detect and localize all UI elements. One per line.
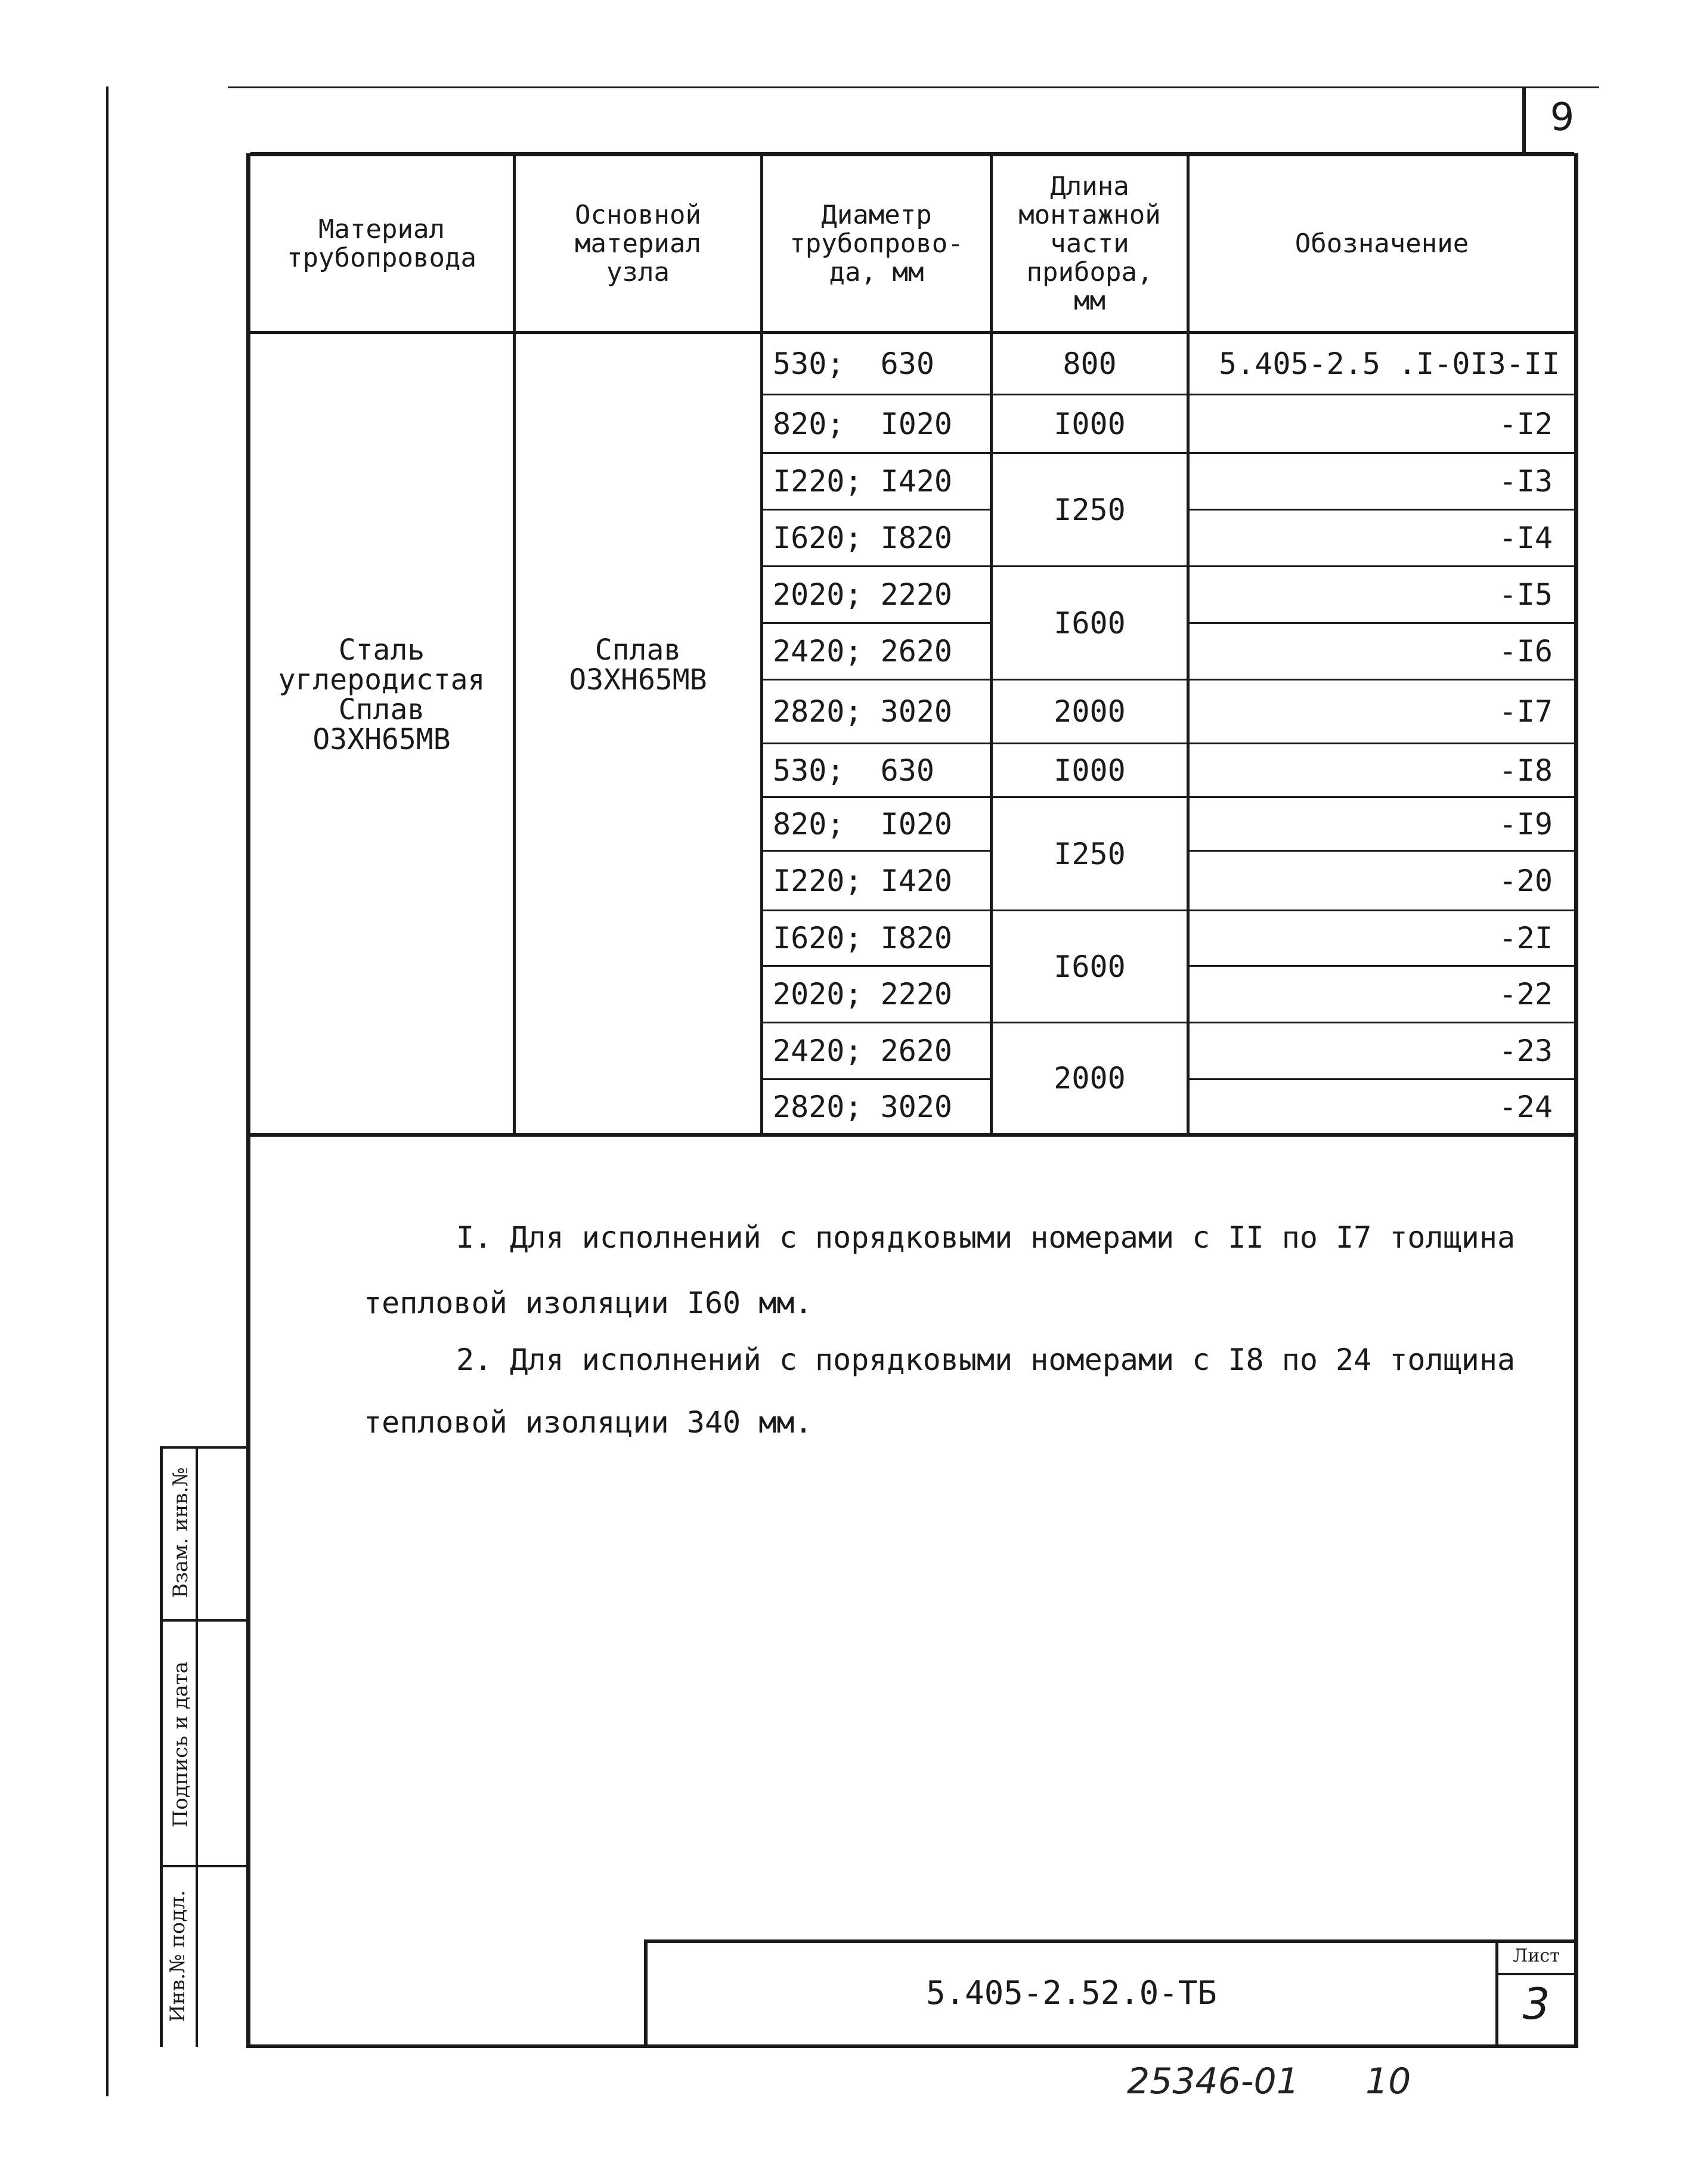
top-border-line — [228, 86, 1599, 88]
note-2-line-1: 2. Для исполнений с порядковыми номерами с I8 по 24 толщина — [456, 1342, 1516, 1377]
side-stamp-left — [160, 1446, 163, 2047]
length-cell: I250 — [1054, 836, 1126, 871]
handwritten-number: 10 — [1365, 2061, 1411, 2102]
header-material: Материал трубопровода — [287, 214, 476, 273]
frame-right — [1574, 153, 1578, 2047]
designation-cell: -I3 — [1498, 464, 1553, 499]
header-length: Длина монтажной части прибора, мм — [1018, 171, 1161, 316]
diameter-cell: 530; 630 — [773, 753, 934, 788]
stamp-doc-code: 5.405-2.52.0-ТБ — [926, 1974, 1217, 2012]
designation-cell: -23 — [1498, 1034, 1553, 1068]
stamp-list-sep — [1497, 1973, 1574, 1975]
diameter-cell: I220; I420 — [773, 464, 953, 499]
stamp-top — [644, 1939, 1574, 1943]
designation-cell: -I4 — [1498, 521, 1553, 555]
frame-left — [246, 153, 250, 2047]
designation-cell: -I5 — [1498, 577, 1553, 612]
side-stamp-mid — [196, 1446, 198, 2047]
side-label-inv-podl: Инв.№ подл. — [166, 1890, 190, 2022]
designation-cell: -I9 — [1498, 806, 1553, 842]
stamp-list-number: 3 — [1522, 1979, 1550, 2029]
designation-cell: -22 — [1498, 977, 1553, 1011]
designation-cell: -I8 — [1498, 753, 1553, 788]
designation-cell: 5.405-2.5 .I-0I3-II — [1219, 347, 1560, 381]
diameter-cell: 2820; 3020 — [773, 694, 953, 729]
diameter-cell: 2420; 2620 — [773, 634, 953, 669]
diameter-cell: I220; I420 — [773, 863, 953, 898]
left-margin-line — [106, 86, 109, 2096]
diameter-cell: 2020; 2220 — [773, 977, 953, 1011]
designation-cell: -20 — [1498, 863, 1553, 898]
designation-cell: -I6 — [1498, 634, 1553, 669]
length-cell: I600 — [1054, 949, 1126, 984]
side-label-podpis-data: Подпись и дата — [169, 1661, 193, 1828]
length-cell: 800 — [1063, 347, 1117, 381]
length-cell: I000 — [1054, 753, 1126, 788]
diameter-cell: 820; I020 — [773, 406, 953, 441]
length-cell: I000 — [1054, 406, 1126, 441]
handwritten-code: 25346-01 — [1127, 2061, 1299, 2102]
designation-cell: -2I — [1498, 921, 1553, 955]
header-diameter: Диаметр трубопрово- да, мм — [789, 199, 964, 287]
designation-cell: -24 — [1498, 1089, 1553, 1124]
header-base-material: Основной материал узла — [575, 199, 701, 287]
base-material-cell: Сплав ОЗХН65МВ — [569, 633, 707, 697]
frame-bottom — [246, 2044, 1578, 2048]
diameter-cell: I620; I820 — [773, 921, 953, 955]
sheet-number: 9 — [1550, 95, 1575, 140]
diameter-cell: 2820; 3020 — [773, 1089, 953, 1124]
material-cell: Сталь углеродистая Сплав ОЗХН65МВ — [278, 633, 485, 756]
designation-cell: -I7 — [1498, 694, 1553, 729]
designation-cell: -I2 — [1498, 406, 1553, 441]
length-cell: 2000 — [1054, 694, 1126, 729]
length-cell: I600 — [1054, 605, 1126, 641]
length-cell: 2000 — [1054, 1061, 1126, 1096]
diameter-cell: 2420; 2620 — [773, 1034, 953, 1068]
diameter-cell: 530; 630 — [773, 347, 934, 381]
note-1-line-2: тепловой изоляции I60 мм. — [364, 1286, 813, 1320]
diameter-cell: 820; I020 — [773, 806, 953, 842]
length-cell: I250 — [1054, 492, 1126, 527]
side-label-vzam-inv: Взам. инв.№ — [169, 1467, 193, 1598]
header-designation: Обозначение — [1294, 228, 1469, 259]
sheet-number-box-left — [1522, 86, 1526, 153]
stamp-list-label: Лист — [1513, 1945, 1560, 1966]
table-bottom — [250, 1133, 1574, 1137]
frame-top — [250, 152, 1574, 156]
diameter-cell: 2020; 2220 — [773, 577, 953, 612]
diameter-cell: I620; I820 — [773, 521, 953, 555]
note-2-line-2: тепловой изоляции 340 мм. — [364, 1405, 813, 1440]
note-1-line-1: I. Для исполнений с порядковыми номерами с II по I7 толщина — [456, 1220, 1516, 1255]
